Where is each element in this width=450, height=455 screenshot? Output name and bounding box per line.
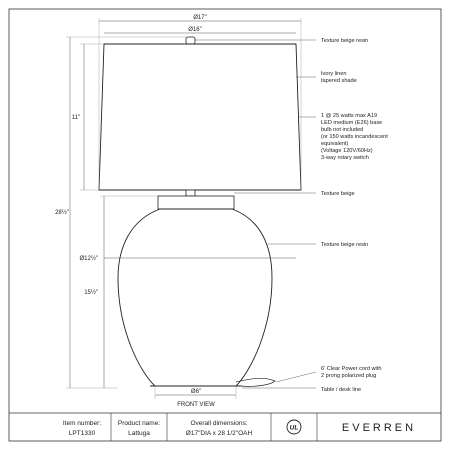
overall-dimensions-value: Ø17"DIA x 28 1/2"OAH [185, 430, 253, 437]
lamp-cap [158, 196, 234, 209]
dim-overall-height: 28½" [55, 210, 69, 216]
callout-table: Table / desk line [321, 387, 362, 393]
finial [186, 37, 195, 44]
item-number-label: Item number: [62, 420, 102, 427]
lamp-shade [99, 44, 301, 190]
dim-shade-height: 11" [71, 115, 81, 121]
overall-dimensions-label: Overall dimensions: [190, 420, 248, 427]
lamp-body [118, 209, 272, 386]
callout-shade: Ivory linen tapered shade [321, 71, 357, 84]
dim-cap-dia: Ø16" [188, 27, 202, 33]
lamp-neck [186, 190, 195, 196]
callout-bulb: 1 @ 25 watts max A19 LED medium (E26) base bulb not included (or 150 watts incandescent equivalent) (Voltage 120V/60Hz) 3-way rotary switch [321, 113, 388, 161]
callout-cord: 6' Clear Power cord with 2 prong polarized plug [321, 366, 382, 379]
dim-body-dia: Ø12½" [79, 256, 98, 262]
callout-finial: Texture beige resin [321, 38, 369, 44]
callout-body: Texture beige resin [321, 242, 369, 248]
callout-cap: Texture beige [321, 191, 355, 197]
ul-mark-text: UL [289, 424, 299, 432]
brand-logo: EVERREN [341, 422, 417, 434]
product-name-value: Lattuga [128, 430, 150, 437]
ul-certification-icon [287, 420, 301, 434]
dim-body-height: 15½" [84, 290, 98, 296]
dim-top-dia: Ø17" [193, 15, 207, 21]
view-label: FRONT VIEW [177, 402, 215, 408]
dim-base-dia: Ø6" [190, 389, 202, 395]
item-number-value: LPT1330 [68, 430, 96, 437]
product-name-label: Product name: [117, 420, 161, 427]
leader-cord [276, 372, 316, 382]
